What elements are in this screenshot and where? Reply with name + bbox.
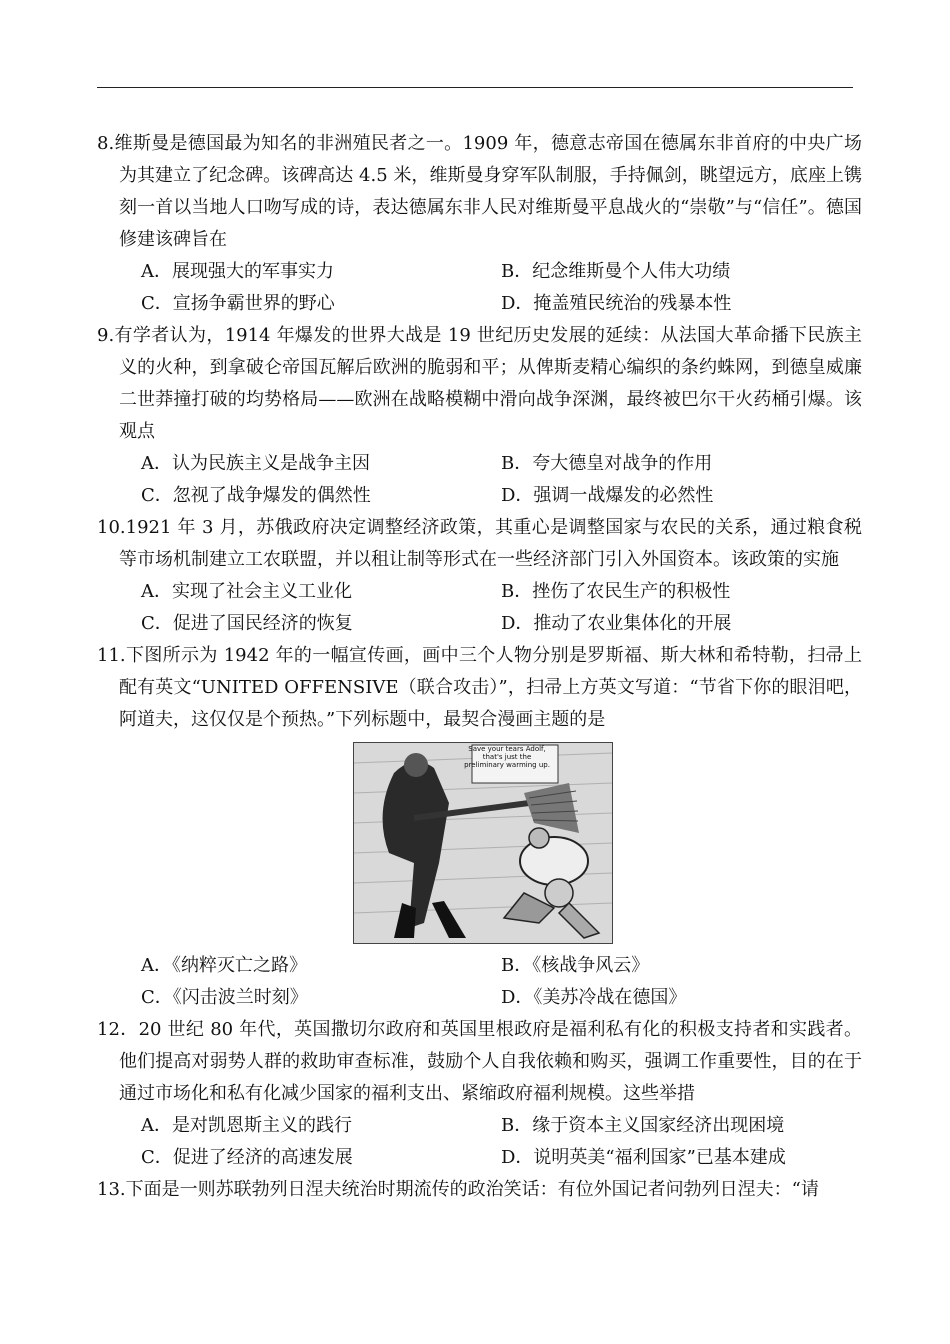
options-row <box>97 982 862 1014</box>
option-d: D．强调一战爆发的必然性 <box>501 485 714 506</box>
option-b: B．《核战争风云》 <box>501 955 650 976</box>
question-11-text: 11.下图所示为 1942 年的一幅宣传画，画中三个人物分别是罗斯福、斯大林和希特勒，扫帚上配有英文“UNITED OFFENSIVE（联合攻击）”，扫帚上方英文写道：“节省下你的眼泪吧，阿道夫，这仅仅是个预热。”下列标题中，最契合漫画主题的是 <box>97 645 862 730</box>
options-row <box>97 1110 862 1142</box>
option-b: B．夸大德皇对战争的作用 <box>501 453 713 474</box>
propaganda-cartoon-image <box>353 742 613 944</box>
option-a: A．实现了社会主义工业化 <box>141 581 352 602</box>
cartoon-speech-text: Save your tears Adolf, that's just the preliminary warming up. <box>464 745 550 769</box>
option-b: B．挫伤了农民生产的积极性 <box>501 581 731 602</box>
option-c: C．忽视了战争爆发的偶然性 <box>141 485 371 506</box>
question-8 <box>97 128 862 320</box>
option-a: A．展现强大的军事实力 <box>141 261 334 282</box>
question-10 <box>97 512 862 640</box>
cartoon-illustration <box>354 743 612 943</box>
option-c: C．促进了国民经济的恢复 <box>141 613 353 634</box>
header-rule <box>97 87 853 88</box>
option-a: A．认为民族主义是战争主因 <box>141 453 370 474</box>
question-8-text: 8.维斯曼是德国最为知名的非洲殖民者之一。1909 年，德意志帝国在德属东非首府的中央广场为其建立了纪念碑。该碑高达 4.5 米，维斯曼身穿军队制服，手持佩剑，眺望远方，底座上镌刻一首以当地人口吻写成的诗，表达德属东非人民对维斯曼平息战火的“崇敬”与“信任”。德国修建该碑旨在 <box>97 133 862 250</box>
option-b: B．缘于资本主义国家经济出现困境 <box>501 1115 785 1136</box>
options-row <box>97 576 862 608</box>
options-row <box>97 1142 862 1174</box>
options-row <box>97 950 862 982</box>
options-row <box>97 256 862 288</box>
options-row <box>97 480 862 512</box>
question-11 <box>97 640 862 1014</box>
question-13-text: 13.下面是一则苏联勃列日涅夫统治时期流传的政治笑话：有位外国记者问勃列日涅夫：“请 <box>97 1179 819 1200</box>
option-d: D．掩盖殖民统治的残暴本性 <box>501 293 732 314</box>
option-d: D．说明英美“福利国家”已基本建成 <box>501 1147 786 1168</box>
question-13 <box>97 1174 862 1206</box>
options-row <box>97 608 862 640</box>
option-c: C．《闪击波兰时刻》 <box>141 987 308 1008</box>
option-a: A．《纳粹灭亡之路》 <box>141 955 307 976</box>
question-list <box>97 128 862 1206</box>
option-c: C．促进了经济的高速发展 <box>141 1147 353 1168</box>
question-12-text: 12．20 世纪 80 年代，英国撒切尔政府和英国里根政府是福利私有化的积极支持者和实践者。他们提高对弱势人群的救助审查标准，鼓励个人自我依赖和购买，强调工作重要性，目的在于通过市场化和私有化减少国家的福利支出、紧缩政府福利规模。这些举措 <box>97 1019 862 1104</box>
question-9-text: 9.有学者认为，1914 年爆发的世界大战是 19 世纪历史发展的延续：从法国大革命播下民族主义的火种，到拿破仑帝国瓦解后欧洲的脆弱和平；从俾斯麦精心编织的条约蛛网，到德皇威廉二世莽撞打破的均势格局——欧洲在战略模糊中滑向战争深渊，最终被巴尔干火药桶引爆。该观点 <box>97 325 862 442</box>
options-row <box>97 448 862 480</box>
option-d: D．推动了农业集体化的开展 <box>501 613 732 634</box>
question-12 <box>97 1014 862 1174</box>
option-b: B．纪念维斯曼个人伟大功绩 <box>501 261 731 282</box>
question-9 <box>97 320 862 512</box>
option-d: D．《美苏冷战在德国》 <box>501 987 687 1008</box>
option-a: A．是对凯恩斯主义的践行 <box>141 1115 352 1136</box>
option-c: C．宣扬争霸世界的野心 <box>141 293 335 314</box>
options-row <box>97 288 862 320</box>
question-10-text: 10.1921 年 3 月，苏俄政府决定调整经济政策，其重心是调整国家与农民的关系，通过粮食税等市场机制建立工农联盟，并以租让制等形式在一些经济部门引入外国资本。该政策的实施 <box>97 517 862 570</box>
